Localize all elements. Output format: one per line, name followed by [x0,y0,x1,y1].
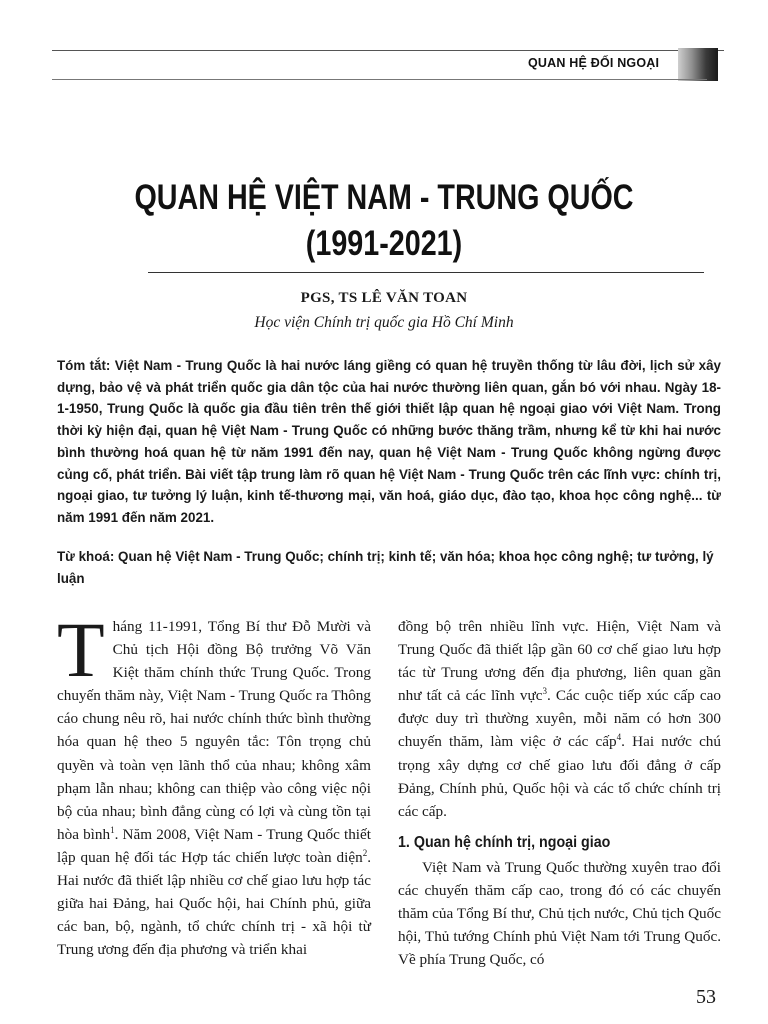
abstract [57,355,721,529]
keywords [57,546,721,590]
footnote-ref-1: 1 [110,824,115,835]
footnote-ref-2: 2 [362,847,368,858]
header-top-rule [52,50,724,51]
right-col-text-b: . Các cuộc tiếp xúc cấp cao được duy trì thường xuyên, mỗi năm có hơn 300 chuyến thăm, làm việc ở các cấp [398,687,721,751]
body-right-column [398,615,721,823]
article-title: QUAN HỆ VIỆT NAM - TRUNG QUỐC [134,178,634,217]
author-name: PGS, TS LÊ VĂN TOAN [300,290,468,306]
page-number: 53 [696,986,716,1008]
section-1-paragraph: Việt Nam và Trung Quốc thường xuyên trao đổi các chuyến thăm cấp cao, trong đó có các chuyến thăm của Tổng Bí thư, Chủ tịch nước, Chủ tịch Quốc hội, Thủ tướng Chính phủ Việt Nam tới Trung Quốc. Về phía Trung Quốc, có [398,859,721,969]
section-1-text [398,856,721,971]
abstract-text: Việt Nam - Trung Quốc là hai nước láng giềng có quan hệ truyền thống từ lâu đời, lịch sử xây dựng, bảo vệ và phát triển quốc gia dân tộc của hai nước thường liên quan, gắn bó với nhau. Ngày 18-1-1950, Trung Quốc là quốc gia đầu tiên trên thế giới thiết lập quan hệ ngoại giao với Việt Nam. Trong thời kỳ hiện đại, quan hệ Việt Nam - Trung Quốc có những bước thăng trầm, nhưng kể từ khi hai nước bình thường hoá quan hệ từ năm 1991 đến nay, quan hệ Việt Nam - Trung Quốc không ngừng được củng cố, phát triển. Bài viết tập trung làm rõ quan hệ Việt Nam - Trung Quốc trên các lĩnh vực: chính trị, ngoại giao, tư tưởng lý luận, kinh tế-thương mại, văn hoá, giáo dục, đào tạo, khoa học công nghệ... từ năm 1991 đến năm 2021. [57,358,721,525]
header-bottom-rule [52,79,707,80]
keywords-text: Quan hệ Việt Nam - Trung Quốc; chính trị; kinh tế; văn hóa; khoa học công nghệ; tư tưởng, lý luận [57,549,714,586]
body-left-column [57,606,371,961]
title-rule [148,272,704,273]
left-col-text-c: . Hai nước đã thiết lập nhiều cơ chế giao lưu hợp tác giữa hai Đảng, hai Quốc hội, hai Chính phủ, giữa các ban, bộ, ngành, tổ chức chính trị - xã hội từ Trung ương đến địa phương và triển khai [57,848,371,959]
section-heading: 1. Quan hệ chính trị, ngoại giao [398,834,611,851]
keywords-label: Từ khoá: [57,549,115,564]
footnote-ref-3: 3 [542,686,547,697]
right-col-text-c: . Hai nước chú trọng xây dựng cơ chế giao lưu đối đẳng ở cấp Đảng, Chính phủ, Quốc hội và các tổ chức chính trị các cấp. [398,733,721,820]
section-label: QUAN HỆ ĐỐI NGOẠI [528,56,660,70]
dropcap: T [57,606,105,693]
footnote-ref-4: 4 [616,732,622,743]
left-col-text-b: . Năm 2008, Việt Nam - Trung Quốc thiết lập quan hệ đối tác Hợp tác chiến lược toàn diện [57,825,371,866]
article-title-years: (1991-2021) [305,224,463,263]
right-col-text-a: đồng bộ trên nhiều lĩnh vực. Hiện, Việt Nam và Trung Quốc đã thiết lập gần 60 cơ chế giao lưu hợp tác từ Trung ương đến địa phương, liên quan gần như tất cả các lĩnh vực [398,618,721,705]
header-tab-block [678,48,718,81]
author-affiliation: Học viện Chính trị quốc gia Hồ Chí Minh [254,314,514,331]
abstract-label: Tóm tắt: [57,358,111,373]
left-col-text-a: háng 11-1991, Tổng Bí thư Đỗ Mười và Chủ tịch Hội đồng Bộ trưởng Võ Văn Kiệt thăm chính thức Trung Quốc. Trong chuyến thăm này, Việt Nam - Trung Quốc ra Thông cáo chung nêu rõ, hai nước chính thức bình thường hóa quan hệ theo 5 nguyên tắc: Tôn trọng chủ quyền và toàn vẹn lãnh thổ của nhau; không xâm phạm lẫn nhau; không can thiệp vào công việc nội bộ của nhau; bình đẳng cùng có lợi và cùng tồn tại hòa bình [57,618,371,843]
